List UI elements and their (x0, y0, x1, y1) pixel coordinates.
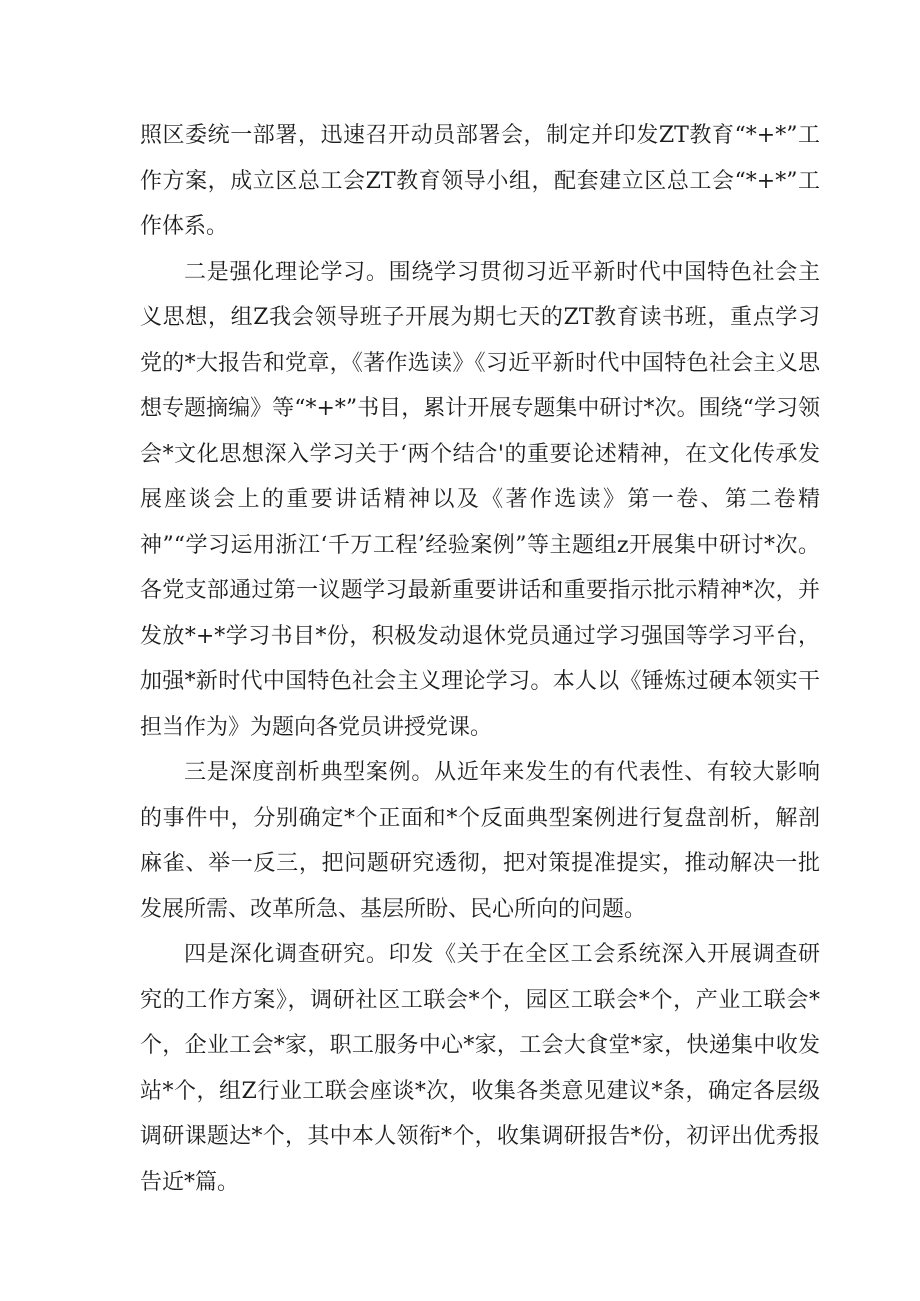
paragraph-theory-study: 二是强化理论学习。围绕学习贯彻习近平新时代中国特色社会主义思想，组Z我会领导班子开展为期七天的ZT教育读书班，重点学习党的*大报告和党章，《著作选读》《习近平新时代中国特色社会主义思想专题摘编》等“*+*”书目，累计开展专题集中研讨*次。围绕“学习领会*文化思想深入学习关于‘两个结合'的重要论述精神，在文化传承发展座谈会上的重要讲话精神以及《著作选读》第一卷、第二卷精神”“学习运用浙江‘千万工程’经验案例”等主题组z开展集中研讨*次。各党支部通过第一议题学习最新重要讲话和重要指示批示精神*次，并发放*+*学习书目*份，积极发动退休党员通过学习强国等学习平台，加强*新时代中国特色社会主义理论学习。本人以《锤炼过硬本领实干担当作为》为题向各党员讲授党课。 (140, 259, 820, 740)
paragraph-investigation: 四是深化调查研究。印发《关于在全区工会系统深入开展调查研究的工作方案》，调研社区工联会*个，园区工联会*个，产业工联会*个，企业工会*家，职工服务中心*家，工会大食堂*家，快递集中收发站*个，组Z行业工联会座谈*次，收集各类意见建议*条，确定各层级调研课题达*个，其中本人领衔*个，收集调研报告*份，初评出优秀报告近*篇。 (140, 942, 820, 1195)
paragraph-case-analysis: 三是深度剖析典型案例。从近年来发生的有代表性、有较大影响的事件中，分别确定*个正面和*个反面典型案例进行复盘剖析，解剖麻雀、举一反三，把问题研究透彻，把对策提准提实，推动解决一批发展所需、改革所急、基层所盼、民心所向的问题。 (140, 760, 820, 922)
paragraph-continued: 照区委统一部署，迅速召开动员部署会，制定并印发ZT教育“*+*”工作方案，成立区总工会ZT教育领导小组，配套建立区总工会“*+*”工作体系。 (140, 123, 820, 239)
document-body (140, 113, 820, 1205)
